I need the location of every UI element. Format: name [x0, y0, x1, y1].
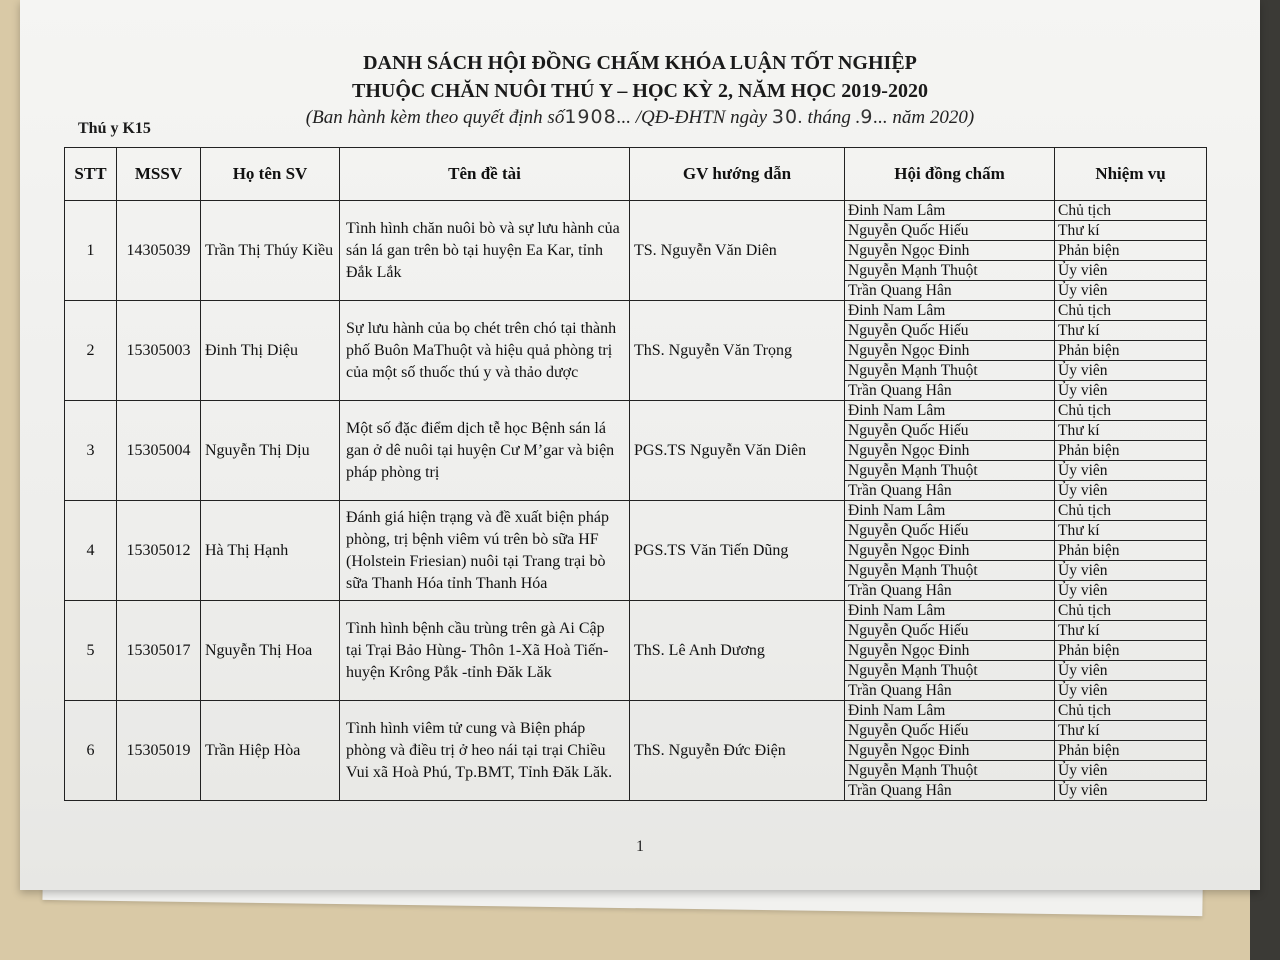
row-topic: Đánh giá hiện trạng và đề xuất biện pháp phòng, trị bệnh viêm vú trên bò sữa HF (Holstein Friesian) nuôi tại Trang trại bò sữa Thanh Hóa tỉnh Thanh Hóa: [340, 501, 630, 601]
council-member-name: Nguyễn Ngọc Đinh: [845, 441, 1055, 461]
council-member-name: Trần Quang Hân: [845, 781, 1055, 801]
council-member-role: Ủy viên: [1055, 761, 1207, 781]
decision-reference: (Ban hành kèm theo quyết định số1908... /QĐ-ĐHTN ngày 30. tháng .9... năm 2020): [305, 106, 975, 128]
row-topic: Một số đặc điểm dịch tễ học Bệnh sán lá gan ở dê nuôi tại huyện Cư M’gar và biện pháp phòng trị: [340, 401, 630, 501]
council-member-role: Phản biện: [1055, 441, 1207, 461]
row-advisor: PGS.TS Nguyễn Văn Diên: [630, 401, 845, 501]
council-member-role: Chủ tịch: [1055, 201, 1207, 221]
council-member-role: Chủ tịch: [1055, 601, 1207, 621]
table-row: [65, 701, 1207, 721]
council-member-name: Nguyễn Mạnh Thuột: [845, 761, 1055, 781]
decision-prefix: (Ban hành kèm theo quyết định số: [305, 107, 565, 128]
council-member-name: Đinh Nam Lâm: [845, 501, 1055, 521]
council-member-name: Đinh Nam Lâm: [845, 601, 1055, 621]
council-member-name: Trần Quang Hân: [845, 581, 1055, 601]
row-mssv: 15305019: [117, 701, 201, 801]
council-table: [64, 147, 1207, 801]
council-member-name: Trần Quang Hân: [845, 481, 1055, 501]
decision-mid: /QĐ-ĐHTN ngày: [635, 107, 768, 128]
row-advisor: TS. Nguyễn Văn Diên: [630, 201, 845, 301]
row-stt: 1: [65, 201, 117, 301]
row-stt: 6: [65, 701, 117, 801]
header-role: Nhiệm vụ: [1055, 148, 1207, 201]
council-member-role: Phản biện: [1055, 741, 1207, 761]
table-row: [65, 401, 1207, 421]
council-member-name: Trần Quang Hân: [845, 681, 1055, 701]
council-member-name: Nguyễn Mạnh Thuột: [845, 261, 1055, 281]
row-mssv: 15305003: [117, 301, 201, 401]
decision-month-label: tháng: [807, 107, 851, 128]
class-label: Thú y K15: [78, 120, 151, 137]
row-advisor: ThS. Lê Anh Dương: [630, 601, 845, 701]
council-member-name: Nguyễn Ngọc Đinh: [845, 641, 1055, 661]
table-row: [65, 601, 1207, 621]
row-mssv: 14305039: [117, 201, 201, 301]
council-member-role: Thư kí: [1055, 221, 1207, 241]
header-mssv: MSSV: [117, 148, 201, 201]
row-stt: 3: [65, 401, 117, 501]
row-student-name: Nguyễn Thị Hoa: [201, 601, 340, 701]
row-topic: Tình hình viêm tử cung và Biện pháp phòng và điều trị ở heo nái tại trại Chiều Vui xã Hoà Phú, Tp.BMT, Tỉnh Đăk Lăk.: [340, 701, 630, 801]
council-member-name: Đinh Nam Lâm: [845, 301, 1055, 321]
council-member-role: Ủy viên: [1055, 461, 1207, 481]
row-mssv: 15305012: [117, 501, 201, 601]
council-member-role: Thư kí: [1055, 321, 1207, 341]
row-student-name: Trần Thị Thúy Kiều: [201, 201, 340, 301]
council-member-name: Nguyễn Ngọc Đinh: [845, 741, 1055, 761]
council-member-name: Đinh Nam Lâm: [845, 201, 1055, 221]
council-member-role: Ủy viên: [1055, 481, 1207, 501]
row-stt: 5: [65, 601, 117, 701]
header-stt: STT: [65, 148, 117, 201]
document-subtitle: THUỘC CHĂN NUÔI THÚ Y – HỌC KỲ 2, NĂM HỌC 2019-2020: [352, 80, 928, 102]
table-row: [65, 201, 1207, 221]
council-member-role: Phản biện: [1055, 241, 1207, 261]
row-topic: Sự lưu hành của bọ chét trên chó tại thành phố Buôn MaThuột và hiệu quả phòng trị của một số thuốc thú y và thảo dược: [340, 301, 630, 401]
row-advisor: ThS. Nguyễn Văn Trọng: [630, 301, 845, 401]
council-member-name: Nguyễn Quốc Hiếu: [845, 321, 1055, 341]
council-member-role: Ủy viên: [1055, 261, 1207, 281]
row-stt: 4: [65, 501, 117, 601]
table-row: [65, 301, 1207, 321]
council-member-role: Phản biện: [1055, 341, 1207, 361]
council-member-name: Trần Quang Hân: [845, 281, 1055, 301]
council-member-role: Thư kí: [1055, 421, 1207, 441]
decision-number: 1908: [564, 106, 617, 128]
decision-day: 30: [771, 106, 799, 128]
council-member-name: Đinh Nam Lâm: [845, 701, 1055, 721]
row-student-name: Hà Thị Hạnh: [201, 501, 340, 601]
council-member-role: Ủy viên: [1055, 561, 1207, 581]
row-student-name: Trần Hiệp Hòa: [201, 701, 340, 801]
table-header-row: [65, 148, 1207, 201]
row-stt: 2: [65, 301, 117, 401]
council-member-name: Nguyễn Mạnh Thuột: [845, 361, 1055, 381]
council-member-name: Nguyễn Quốc Hiếu: [845, 521, 1055, 541]
council-member-role: Chủ tịch: [1055, 701, 1207, 721]
council-member-name: Nguyễn Quốc Hiếu: [845, 221, 1055, 241]
council-member-name: Nguyễn Quốc Hiếu: [845, 721, 1055, 741]
council-member-name: Đinh Nam Lâm: [845, 401, 1055, 421]
council-member-role: Thư kí: [1055, 521, 1207, 541]
table-row: [65, 501, 1207, 521]
council-member-name: Nguyễn Ngọc Đinh: [845, 341, 1055, 361]
header-council: Hội đồng chấm: [845, 148, 1055, 201]
council-member-role: Ủy viên: [1055, 661, 1207, 681]
council-member-name: Nguyễn Quốc Hiếu: [845, 421, 1055, 441]
header-student: Họ tên SV: [201, 148, 340, 201]
decision-year: năm 2020): [892, 107, 975, 128]
council-member-role: Chủ tịch: [1055, 301, 1207, 321]
council-member-name: Nguyễn Quốc Hiếu: [845, 621, 1055, 641]
row-topic: Tình hình bệnh cầu trùng trên gà Ai Cập tại Trại Bảo Hùng- Thôn 1-Xã Hoà Tiến-huyện Krông Pắk -tỉnh Đăk Lăk: [340, 601, 630, 701]
council-member-role: Ủy viên: [1055, 581, 1207, 601]
council-member-role: Chủ tịch: [1055, 501, 1207, 521]
council-member-role: Ủy viên: [1055, 381, 1207, 401]
council-member-role: Phản biện: [1055, 641, 1207, 661]
council-member-role: Chủ tịch: [1055, 401, 1207, 421]
council-member-role: Phản biện: [1055, 541, 1207, 561]
council-member-name: Nguyễn Ngọc Đinh: [845, 541, 1055, 561]
council-member-role: Ủy viên: [1055, 281, 1207, 301]
row-student-name: Đinh Thị Diệu: [201, 301, 340, 401]
row-student-name: Nguyễn Thị Dịu: [201, 401, 340, 501]
decision-month: 9: [860, 106, 874, 128]
row-mssv: 15305017: [117, 601, 201, 701]
row-mssv: 15305004: [117, 401, 201, 501]
council-member-name: Nguyễn Mạnh Thuột: [845, 461, 1055, 481]
header-advisor: GV hướng dẫn: [630, 148, 845, 201]
header-topic: Tên đề tài: [340, 148, 630, 201]
council-member-role: Ủy viên: [1055, 361, 1207, 381]
row-advisor: ThS. Nguyễn Đức Điện: [630, 701, 845, 801]
council-member-name: Nguyễn Mạnh Thuột: [845, 661, 1055, 681]
council-member-name: Nguyễn Ngọc Đinh: [845, 241, 1055, 261]
page-number: 1: [636, 838, 644, 855]
row-topic: Tình hình chăn nuôi bò và sự lưu hành của sán lá gan trên bò tại huyện Ea Kar, tỉnh Đắk Lắk: [340, 201, 630, 301]
council-member-role: Ủy viên: [1055, 681, 1207, 701]
council-member-name: Trần Quang Hân: [845, 381, 1055, 401]
council-member-role: Thư kí: [1055, 721, 1207, 741]
row-advisor: PGS.TS Văn Tiến Dũng: [630, 501, 845, 601]
document-title: DANH SÁCH HỘI ĐỒNG CHẤM KHÓA LUẬN TỐT NGHIỆP: [363, 52, 917, 74]
council-member-role: Thư kí: [1055, 621, 1207, 641]
council-member-role: Ủy viên: [1055, 781, 1207, 801]
council-member-name: Nguyễn Mạnh Thuột: [845, 561, 1055, 581]
